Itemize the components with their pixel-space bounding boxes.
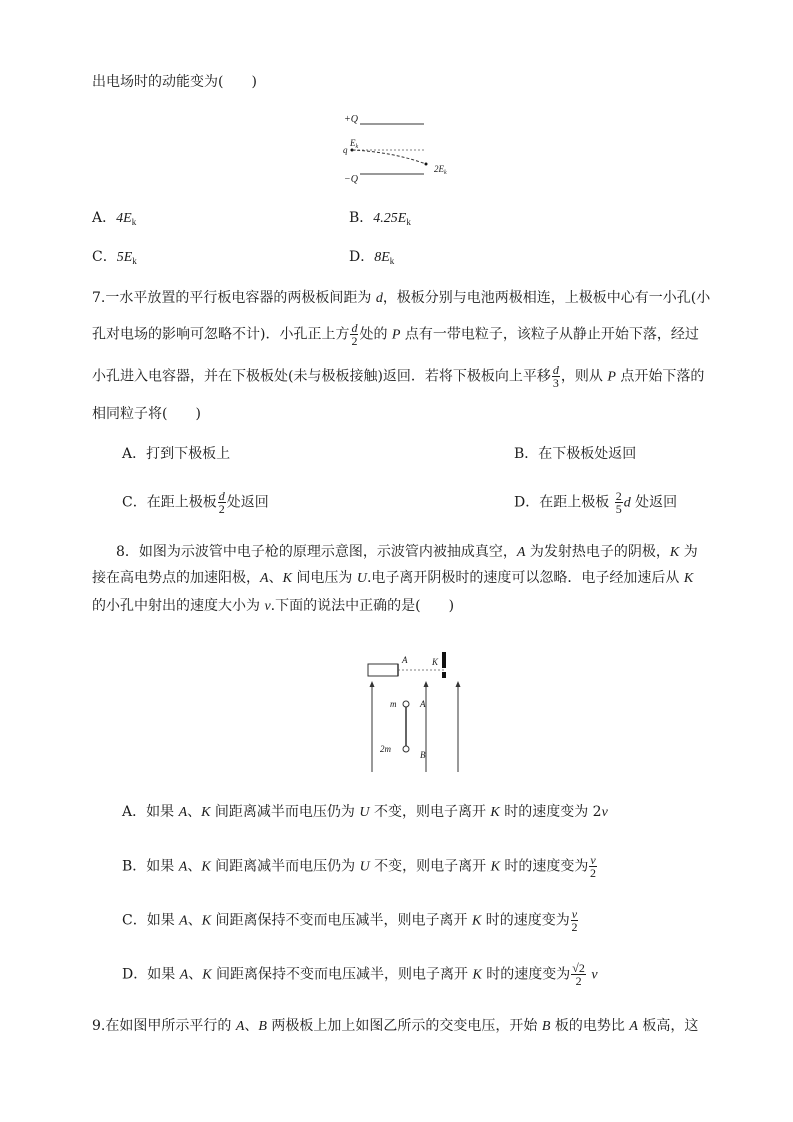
q7-fraction-d-over-2: $\frac{d}{2}$ <box>351 321 358 348</box>
q8-anode-plate-top <box>442 652 446 668</box>
q8-label-2m: 2m <box>380 744 391 754</box>
q8-option-b-fraction: $\frac{v}{2}$ <box>590 853 597 880</box>
q7-option-b: B．在下极板处返回 <box>514 446 637 462</box>
q6-exit-dot <box>425 163 428 166</box>
q6-option-b: B．$4.25E_k$ <box>349 210 411 227</box>
q8-option-b: B．如果 A、K 间距离减半而电压仍为 U 不变，则电子离开 K 时的速度变为 $\frac{v}{2}$ <box>122 853 597 880</box>
q7-option-a: A．打到下极板上 <box>122 446 231 462</box>
q8-label-m: m <box>390 699 397 709</box>
q8-label-A-mid: A <box>420 699 426 709</box>
q7-fraction-d-over-3: $\frac{d}{3}$ <box>552 363 559 390</box>
q8-label-K-top: K <box>432 657 439 667</box>
q8-cathode-tube <box>368 664 398 676</box>
q8-option-d-fraction: $\frac{√2}{2}$ <box>572 961 585 988</box>
q6-option-a: A．$4E_k$ <box>92 210 137 227</box>
q7-stem-line-1: 7.一水平放置的平行板电容器的两极板间距为 d，极板分别与电池两极相连，上极板中心有一小孔(小 <box>92 290 711 306</box>
q6-option-c: C．$5E_k$ <box>92 249 137 266</box>
q6-capacitor-figure <box>338 108 468 188</box>
q9-stem-line-1: 9.在如图甲所示平行的 A、B 两极板上加上如图乙所示的交变电压，开始 B 板的电势比 A 板高，这 <box>92 1018 699 1034</box>
q8-stem-line-1: 8．如图为示波管中电子枪的原理示意图，示波管内被抽成真空，A 为发射热电子的阴极，K 为 <box>116 544 698 560</box>
q8-label-A-top: A <box>402 655 408 665</box>
q7-stem-line-2: 孔对电场的影响可忽略不计)．小孔正上方 $\frac{d}{2}$ 处的 P 点有一带电粒子，该粒子从静止开始下落，经过 <box>92 321 699 348</box>
q8-stem-line-3: 的小孔中射出的速度大小为 v.下面的说法中正确的是( ) <box>92 598 455 614</box>
q7-option-d: D．在距上极板 $\frac{2}{5}$ d 处返回 <box>514 489 678 516</box>
q7-option-d-fraction: $\frac{2}{5}$ <box>615 489 622 516</box>
q6-minus-q-label: −Q <box>344 174 358 185</box>
q8-anode-plate-bottom <box>442 672 446 678</box>
q6-trajectory <box>352 150 426 164</box>
q8-option-d: D．如果 A、K 间距离保持不变而电压减半，则电子离开 K 时的速度变为 $\frac{√2}{2}$ v <box>122 961 598 988</box>
q8-stem-line-2: 接在高电势点的加速阳极，A、K 间电压为 U.电子离开阴极时的速度可以忽略．电子经加速后从 K <box>92 570 694 586</box>
q8-ball-bottom <box>403 746 409 752</box>
q7-stem-line-3: 小孔进入电容器，并在下极板处(未与极板接触)返回．若将下极板向上平移 $\frac{d}{3}$ ，则从 P 点开始下落的 <box>92 363 705 390</box>
q6-plus-q-label: +Q <box>344 114 358 125</box>
q8-label-B: B <box>420 750 426 760</box>
q7-stem-line-4: 相同粒子将( ) <box>92 406 201 422</box>
q6-charge-label: q <box>343 145 348 155</box>
q8-electron-gun-figure <box>362 650 472 776</box>
q6-2ek-label: $2E_k$ <box>434 164 447 176</box>
q8-option-a: A．如果 A、K 间距离减半而电压仍为 U 不变，则电子离开 K 时的速度变为 2v <box>122 804 608 820</box>
q8-option-c-fraction: $\frac{v}{2}$ <box>571 907 578 934</box>
q6-ek-label: $E_k$ <box>350 138 359 150</box>
q8-ball-top <box>403 701 409 707</box>
q8-option-c: C．如果 A、K 间距离保持不变而电压减半，则电子离开 K 时的速度变为 $\frac{v}{2}$ <box>122 907 578 934</box>
q7-option-c-fraction: $\frac{d}{2}$ <box>218 489 225 516</box>
q6-option-d: D．$8E_k$ <box>349 249 395 266</box>
q6-stem-tail: 出电场时的动能变为( ) <box>92 74 257 90</box>
q7-option-c: C．在距上极板 $\frac{d}{2}$ 处返回 <box>122 489 269 516</box>
